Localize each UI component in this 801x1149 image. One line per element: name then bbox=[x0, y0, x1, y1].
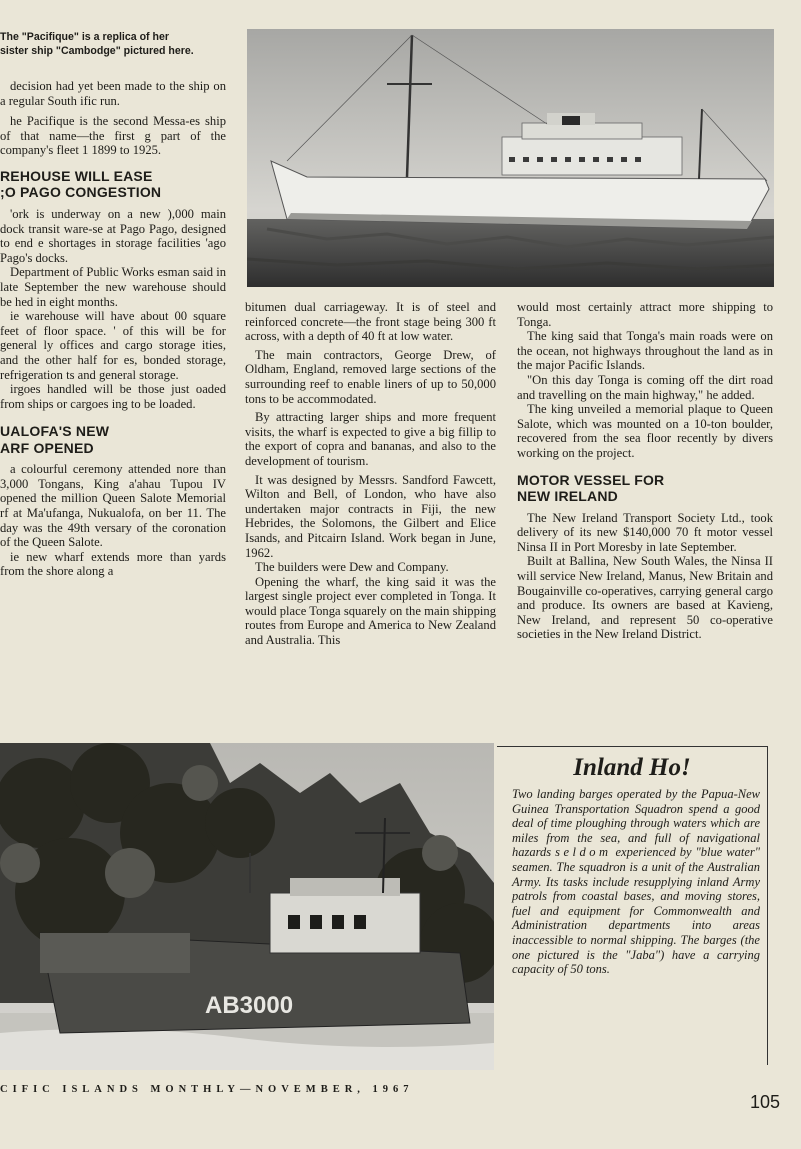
paragraph: Opening the wharf, the king said it was the largest single project ever completed in Tonga. It would place Tonga squarely on the main shipping routes from Europe and America to New Zealand and Australia. This bbox=[245, 574, 496, 648]
paragraph: ie warehouse will have about 00 square feet of floor space. ' of this will be for general ly offices and cargo storage ities, and the other half for es, bonded storage, refrigeration ts and general storage. bbox=[0, 309, 226, 382]
paragraph: The New Ireland Transport Society Ltd., took delivery of its new $140,000 70 ft motor vessel Ninsa II in Port Moresby in late September. bbox=[517, 510, 773, 554]
page-number: 105 bbox=[749, 1092, 780, 1112]
headline-wharf: UALOFA'S NEW ARF OPENED bbox=[0, 423, 110, 456]
paragraph: "On this day Tonga is coming off the dirt road and travelling on the main highway," he added. bbox=[517, 372, 773, 402]
sidebar-text-part-2: experienced by "blue water" seamen. The squadron is a unit of the Australian Army. Its tasks include resupplying inland Army patrols from coastal bases, and moving stores, fuel and equipment for Commonwealth and Administration departments into areas inaccessible to normal shipping. The barges (the one pictured is the "Jaba") have a carrying capacity of 50 tons. bbox=[512, 845, 760, 977]
paragraph: bitumen dual carriageway. It is of steel and reinforced concrete—the front stage being 300 ft across, with a depth of 40 ft at low water. bbox=[245, 300, 496, 344]
paragraph: would most certainly attract more shipping to Tonga. bbox=[517, 300, 773, 329]
paragraph: ie new wharf extends more than yards from the shore along a bbox=[0, 549, 226, 579]
photo-caption bbox=[0, 30, 236, 58]
paragraph: irgoes handled will be those just oaded from ships or cargoes ing to be loaded. bbox=[0, 382, 226, 411]
column-1 bbox=[0, 79, 226, 731]
paragraph: he Pacifique is the second Messa-es ship of that name—the first g part of the company's fleet 1 1899 to 1925. bbox=[0, 114, 226, 158]
barge-marking: AB3000 bbox=[205, 992, 294, 1019]
barge-illustration bbox=[0, 743, 494, 1070]
paragraph: The king said that Tonga's main roads were on the ocean, not highways throughout the land as in the major Pacific Islands. bbox=[517, 329, 773, 373]
paragraph: 'ork is underway on a new ),000 main dock transit ware-se at Pago Pago, designed to end e shortages in storage facilities 'ago Pago's docks. bbox=[0, 206, 226, 265]
paragraph: It was designed by Messrs. Sandford Fawcett, Wilton and Bell, of London, who have also undertaken major contracts in Fiji, the new Hebrides, the Solomons, the Gilbert and Elice Isands, and Pitcairn Island. Work began in June, 1962. bbox=[245, 472, 496, 560]
headline-motor-vessel: MOTOR VESSEL FOR NEW IRELAND bbox=[517, 471, 665, 505]
paragraph: Built at Ballina, New South Wales, the Ninsa II will service New Ireland, Manus, New Britain and Bougainville co-operatives, carrying general cargo and produce. Its owners are based at Kavieng, New Ireland, and represent 50 co-operative societies in the New Ireland District. bbox=[517, 554, 773, 642]
sidebar-title: Inland Ho! bbox=[573, 754, 691, 781]
paragraph: The builders were Dew and Company. bbox=[255, 560, 449, 575]
headline-warehouse: REHOUSE WILL EASE ;O PAGO CONGESTION bbox=[0, 167, 162, 201]
page-footer: CIFIC ISLANDS MONTHLY—NOVEMBER, 1967 bbox=[0, 1084, 414, 1095]
inland-ho-sidebar bbox=[497, 746, 768, 1065]
paragraph: The king unveiled a memorial plaque to Queen Salote, which was mounted on a 10-ton boulder, recovered from the sea floor recently by divers working on the project. bbox=[517, 402, 773, 460]
column-3 bbox=[517, 300, 773, 730]
paragraph: By attracting larger ships and more frequent visits, the wharf is expected to give a big fillip to the export of copra and bananas, and also to the development of tourism. bbox=[245, 410, 496, 468]
paragraph: a colourful ceremony attended nore than 3,000 Tongans, King a'ahau Tupou IV opened the million Queen Salote Memorial rf at Ma'ufanga, Nukualofa, on ber 11. The day was the 49th versary of the coronation of the Queen Salote. bbox=[0, 462, 226, 550]
paragraph: The main contractors, George Drew, of Oldham, England, removed large sections of the surrounding reef to enable liners of up to 50,000 tons to be accommodated. bbox=[245, 347, 496, 406]
barge-photo bbox=[0, 743, 494, 1070]
ship-photo bbox=[247, 29, 774, 287]
paragraph: decision had yet been made to the ship on a regular South ific run. bbox=[0, 79, 226, 108]
sidebar-text-spaced-word: seldom bbox=[555, 845, 612, 860]
photo-caption-line-2: sister ship "Cambodge" pictured here. bbox=[0, 45, 194, 57]
ship-illustration bbox=[247, 29, 774, 287]
paragraph: Department of Public Works esman said in late September the new warehouse should be hed in eight months. bbox=[0, 265, 226, 309]
column-2 bbox=[245, 300, 496, 730]
sidebar-text-part-1: Two landing barges operated by the Papua-New Guinea Transportation Squadron spend a good deal of time ploughing through waters which are miles from the sea, and full of navigational hazards bbox=[512, 787, 760, 860]
sidebar-text bbox=[497, 787, 767, 977]
photo-caption-line-1: The "Pacifique" is a replica of her bbox=[0, 31, 170, 43]
